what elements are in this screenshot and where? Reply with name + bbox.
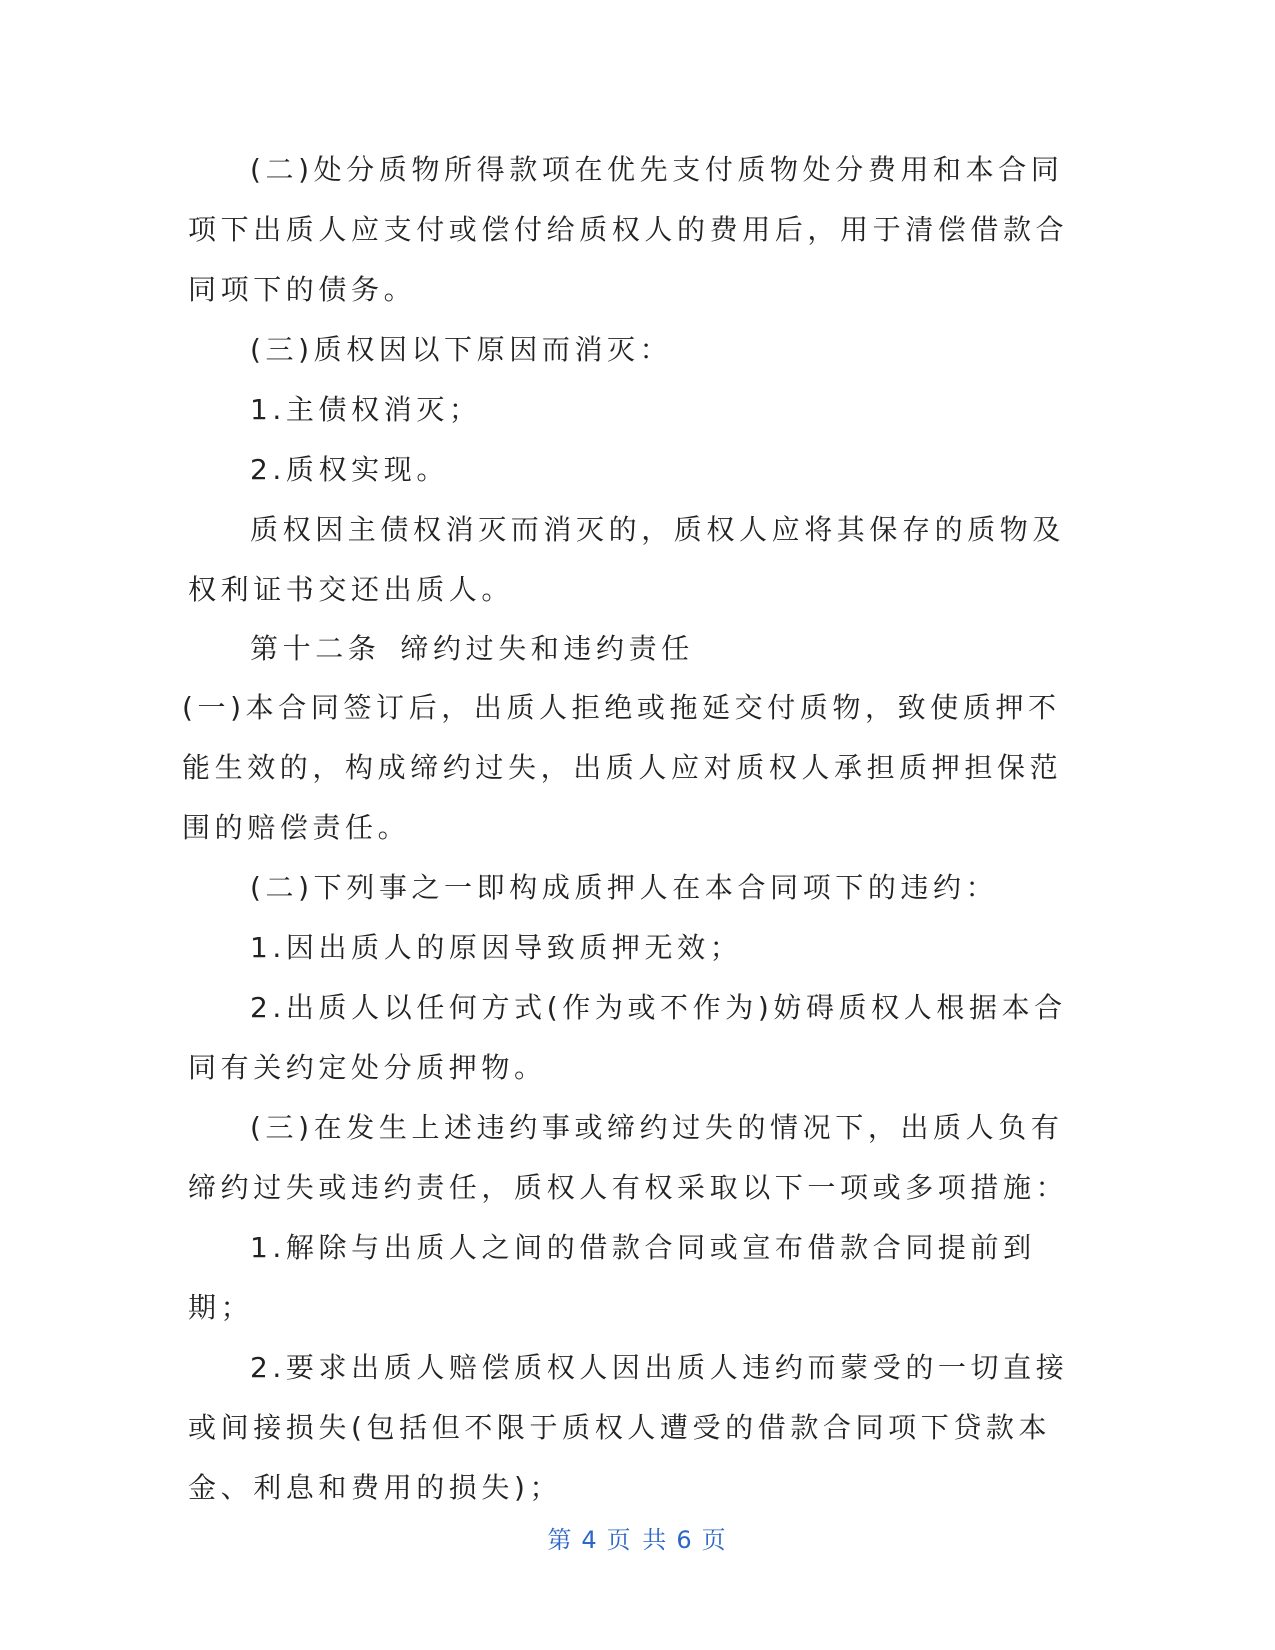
footer-middle: 页 共 xyxy=(606,1526,669,1554)
current-page-number: 4 xyxy=(581,1526,599,1554)
paragraph: 1.因出质人的原因导致质押无效； xyxy=(250,931,743,964)
paragraph: 质权因主债权消灭而消灭的，质权人应将其保存的质物及权利证书交还出质人。 xyxy=(188,513,1066,606)
total-pages-number: 6 xyxy=(676,1526,694,1554)
paragraph: (二)处分质物所得款项在优先支付质物处分费用和本合同项下出质人应支付或偿付给质权人的费用后，用于清偿借款合同项下的债务。 xyxy=(188,153,1069,306)
article-number: 第十二条 xyxy=(250,632,381,665)
paragraph: 2.要求出质人赔偿质权人因出质人违约而蒙受的一切直接或间接损失(包括但不限于质权人遭受的借款合同项下贷款本金、利息和费用的损失)； xyxy=(188,1351,1069,1504)
paragraph: 1.解除与出质人之间的借款合同或宣布借款合同提前到期； xyxy=(188,1231,1036,1324)
paragraph: 1.主债权消灭； xyxy=(250,393,482,426)
paragraph: (二)下列事之一即构成质押人在本合同项下的违约： xyxy=(250,871,999,904)
article-title: 缔约过失和违约责任 xyxy=(400,632,694,665)
footer-prefix: 第 xyxy=(547,1526,574,1554)
page-footer xyxy=(0,1520,1275,1555)
footer-suffix: 页 xyxy=(701,1526,728,1554)
paragraph: (三)质权因以下原因而消灭： xyxy=(250,333,673,366)
paragraph: 2.质权实现。 xyxy=(250,453,449,486)
paragraph: (一)本合同签订后，出质人拒绝或拖延交付质物，致使质押不能生效的，构成缔约过失，出质人应对质权人承担质押担保范围的赔偿责任。 xyxy=(182,691,1063,844)
paragraph: (三)在发生上述违约事或缔约过失的情况下，出质人负有缔约过失或违约责任，质权人有权采取以下一项或多项措施： xyxy=(188,1111,1069,1204)
article-heading xyxy=(250,620,1088,678)
paragraph: 2.出质人以任何方式(作为或不作为)妨碍质权人根据本合同有关约定处分质押物。 xyxy=(188,991,1067,1084)
document-body xyxy=(182,140,1088,1518)
